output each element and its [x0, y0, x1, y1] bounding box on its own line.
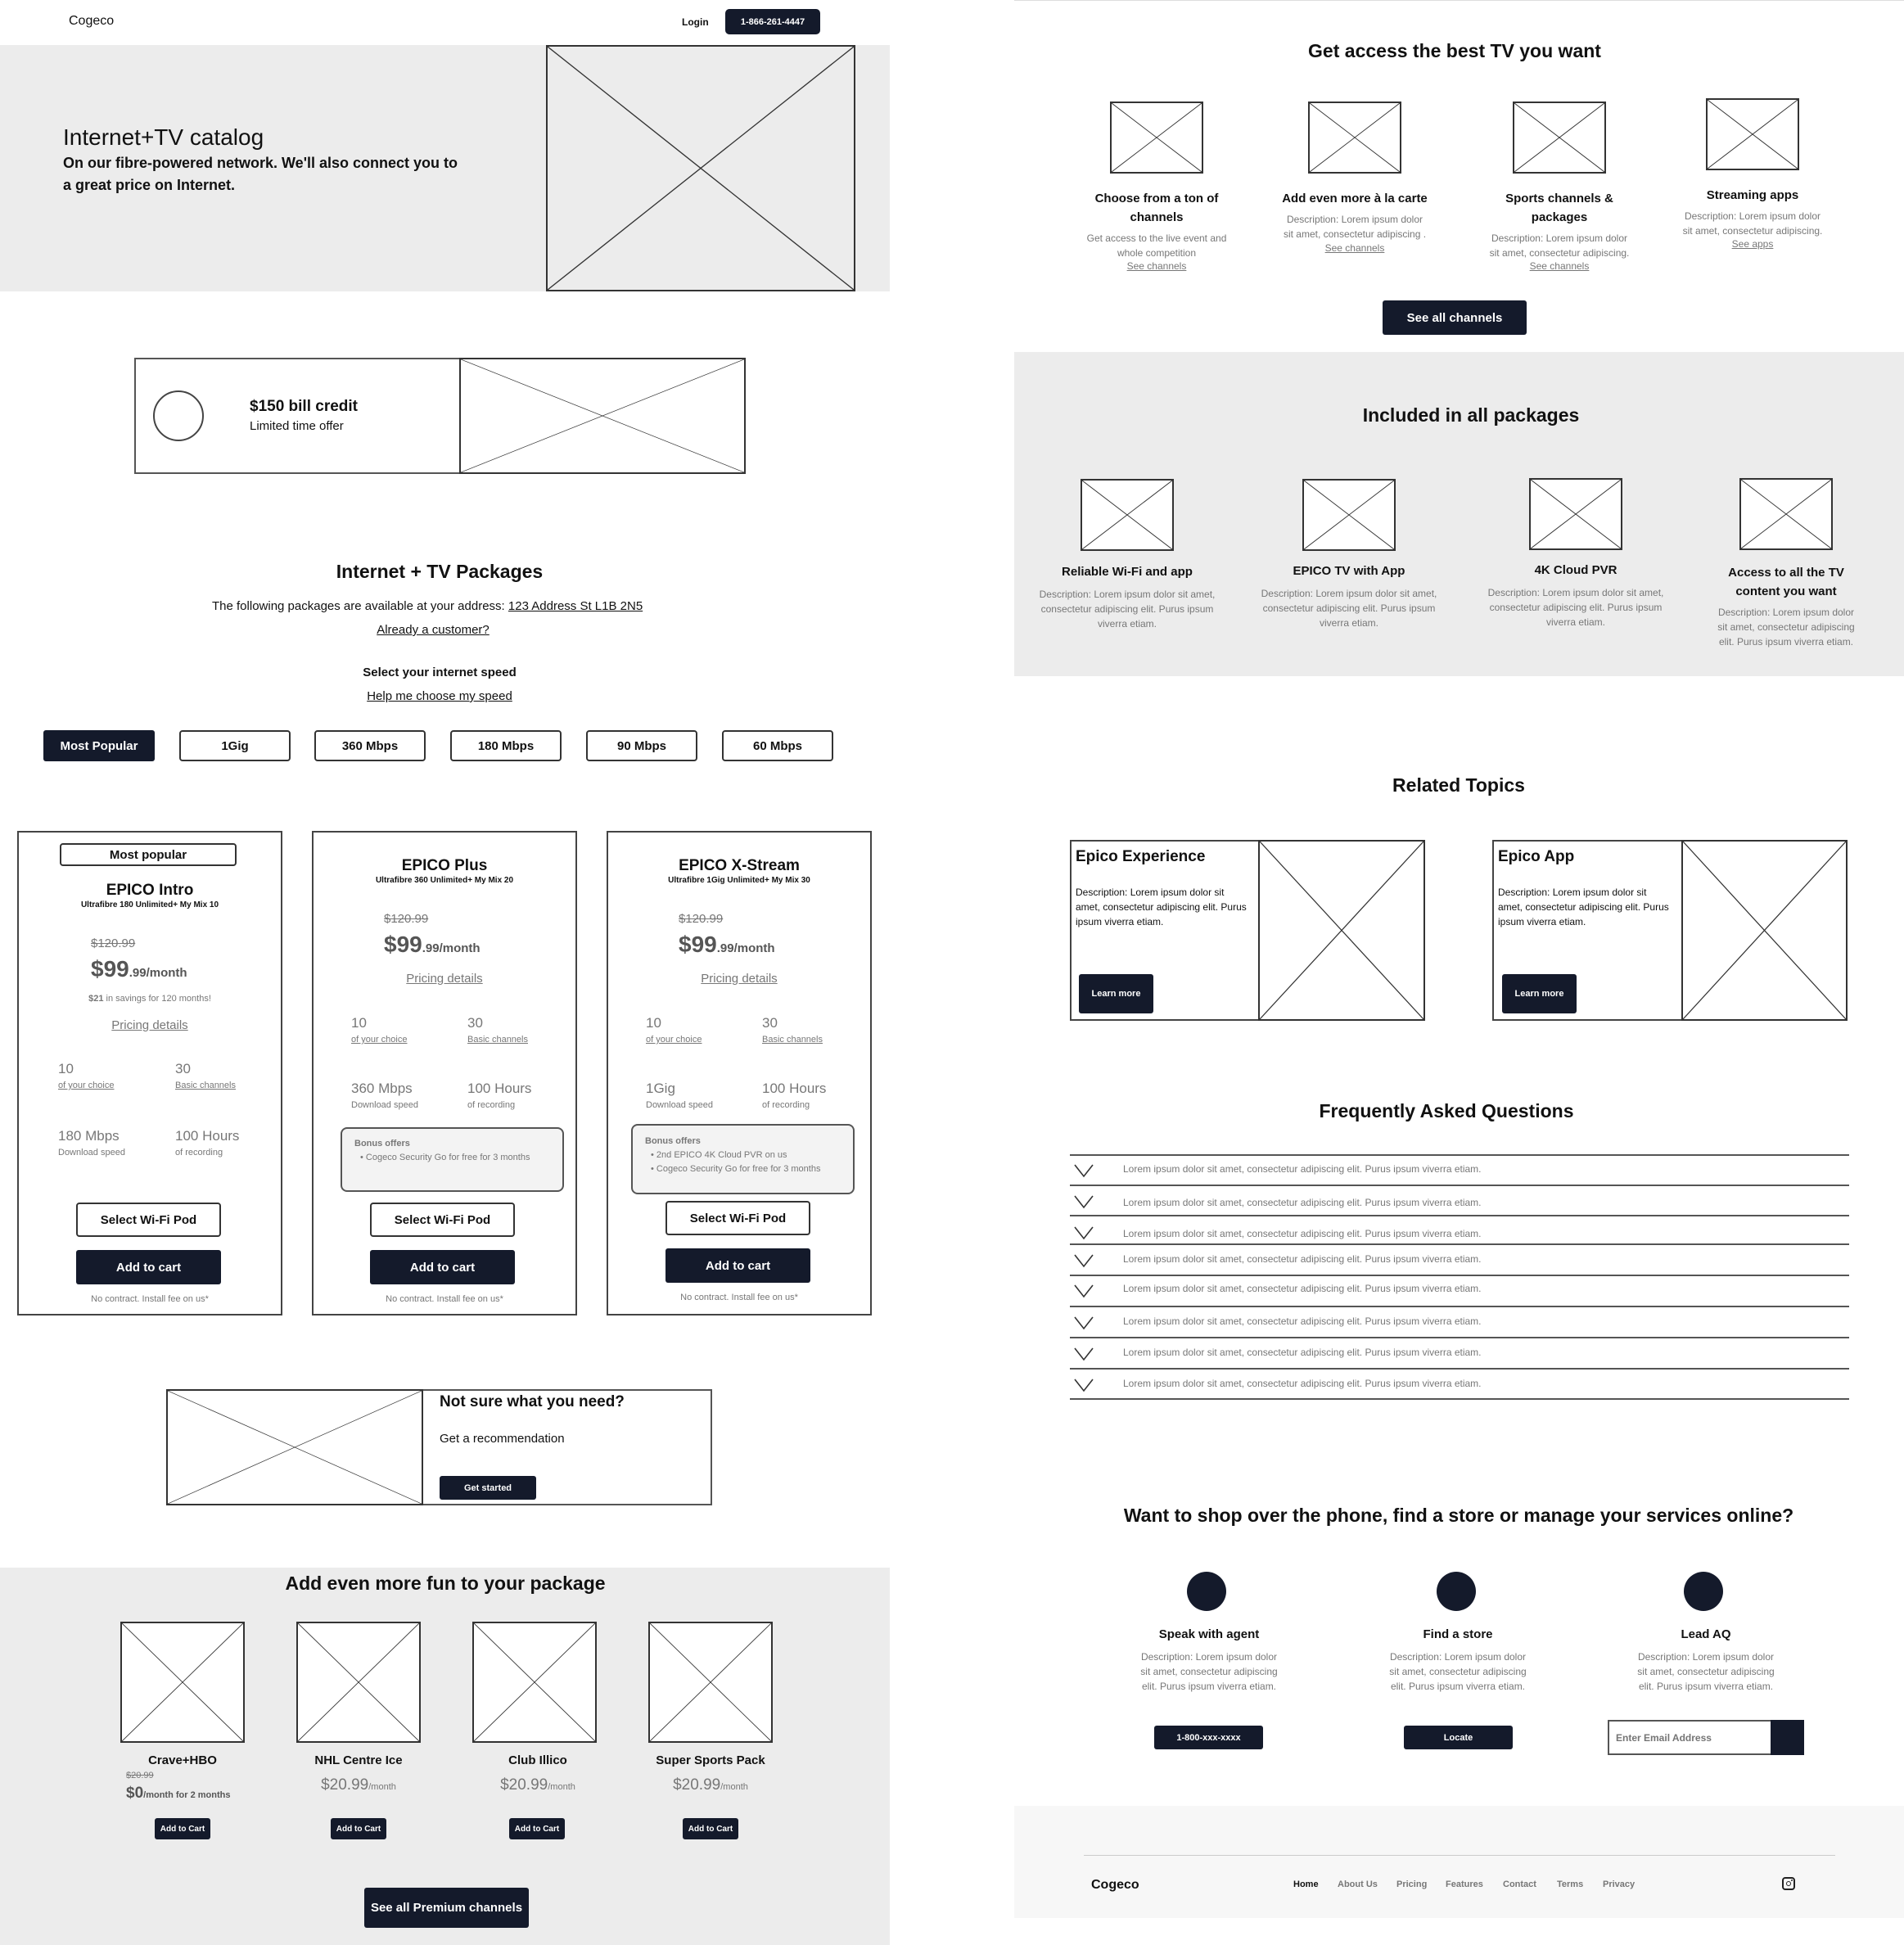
tv-image-placeholder	[1308, 102, 1401, 174]
included-item-title: EPICO TV with App	[1293, 564, 1405, 578]
plan-card-plus	[312, 831, 577, 1315]
included-item-desc: Description: Lorem ipsum dolor sit amet, consectetur adipiscing elit. Purus ipsum viverra etiam.	[1717, 607, 1855, 648]
header-logo[interactable]: Cogeco	[69, 14, 115, 28]
chevron-down-icon[interactable]	[1074, 1315, 1094, 1330]
addon-price: $20.99/month	[500, 1776, 575, 1794]
stat-label: of recording	[467, 1100, 516, 1110]
locate-button[interactable]: Locate	[1404, 1726, 1513, 1749]
stat-value: 30	[175, 1061, 191, 1076]
related-card-desc: Description: Lorem ipsum dolor sit amet, consectetur adipiscing elit. Purus ipsum viverra etiam.	[1076, 887, 1247, 927]
faq-divider	[1070, 1368, 1849, 1370]
plan-footnote: No contract. Install fee on us*	[680, 1293, 798, 1302]
chevron-down-icon[interactable]	[1074, 1284, 1094, 1298]
plan-old-price: $120.99	[679, 912, 724, 926]
plan-savings-text: in savings for 120 months!	[106, 994, 211, 1004]
stat-value: 180 Mbps	[58, 1128, 120, 1144]
plan-desc: Ultrafibre 360 Unlimited+ My Mix 20	[375, 876, 514, 885]
bonus-title: Bonus offers	[354, 1139, 410, 1148]
plan-old-price: $120.99	[384, 912, 429, 926]
tv-item-link[interactable]: See channels	[1324, 242, 1385, 254]
promo-title: $150 bill credit	[250, 398, 359, 415]
hero-subtitle-1: On our fibre-powered network. We'll also connect you to	[63, 155, 458, 171]
stat-value: 100 Hours	[175, 1128, 240, 1144]
tv-item-title: Choose from a ton of channels	[1094, 192, 1219, 224]
addon-add-to-cart-button[interactable]: Add to Cart	[155, 1818, 210, 1839]
addon-price: $20.99/month	[321, 1776, 396, 1794]
promo-image-placeholder	[459, 358, 746, 474]
addon-old-price: $20.99	[126, 1771, 154, 1780]
contact-item-desc: Description: Lorem ipsum dolor sit amet, consectetur adipiscing elit. Purus ipsum viverra etiam.	[1140, 1651, 1278, 1692]
plan-card-xstream	[607, 831, 872, 1315]
phone-button[interactable]: 1-866-261-4447	[725, 9, 820, 34]
stat-label: Basic channels	[175, 1081, 236, 1090]
related-card-desc: Description: Lorem ipsum dolor sit amet, consectetur adipiscing elit. Purus ipsum viverra etiam.	[1498, 887, 1669, 927]
included-item-title: Reliable Wi-Fi and app	[1062, 565, 1193, 579]
tv-item-desc: Description: Lorem ipsum dolor sit amet, consectetur adipiscing.	[1489, 232, 1630, 259]
faq-divider	[1070, 1154, 1849, 1156]
stat-label: Download speed	[58, 1148, 125, 1158]
tv-item-title: Add even more à la carte	[1282, 192, 1428, 205]
filter-90[interactable]: 90 Mbps	[586, 730, 697, 761]
stat-value: 30	[467, 1015, 483, 1031]
faq-divider	[1070, 1243, 1849, 1245]
included-image-placeholder	[1302, 479, 1396, 551]
filter-180[interactable]: 180 Mbps	[450, 730, 562, 761]
contact-item-title: Find a store	[1423, 1627, 1493, 1641]
included-item-title: 4K Cloud PVR	[1534, 563, 1617, 577]
footer-link-about[interactable]: About Us	[1338, 1880, 1378, 1889]
address-link[interactable]: 123 Address St L1B 2N5	[508, 599, 643, 613]
related-card-title: Epico Experience	[1076, 848, 1206, 865]
plan-price	[679, 932, 775, 958]
tv-image-placeholder	[1706, 98, 1799, 170]
stat-label: Download speed	[646, 1100, 713, 1110]
plan-old-price: $120.99	[91, 936, 136, 950]
included-item-title: Access to all the TV content you want	[1728, 566, 1844, 598]
related-title: Related Topics	[1392, 774, 1525, 796]
addon-add-to-cart-button[interactable]: Add to Cart	[683, 1818, 738, 1839]
chevron-down-icon[interactable]	[1074, 1253, 1094, 1268]
stat-label: of recording	[762, 1100, 810, 1110]
add-to-cart-button[interactable]: Add to cart	[370, 1250, 515, 1284]
faq-divider	[1070, 1215, 1849, 1216]
recommendation-subtitle: Get a recommendation	[440, 1432, 565, 1446]
filter-most-popular[interactable]: Most Popular	[43, 730, 155, 761]
plan-price	[91, 956, 187, 982]
bonus-title: Bonus offers	[645, 1136, 701, 1146]
faq-question[interactable]: Lorem ipsum dolor sit amet, consectetur adipiscing elit. Purus ipsum viverra etiam.	[1123, 1347, 1482, 1358]
add-to-cart-button[interactable]: Add to cart	[665, 1248, 810, 1283]
tv-item-desc: Get access to the live event and whole competition	[1086, 232, 1227, 259]
hero-image-placeholder	[546, 45, 855, 291]
chevron-down-icon[interactable]	[1074, 1378, 1094, 1392]
included-item-desc: Description: Lorem ipsum dolor sit amet, consectetur adipiscing elit. Purus ipsum viverra etiam.	[1487, 587, 1664, 628]
stat-value: 10	[58, 1061, 74, 1076]
plan-name: EPICO X-Stream	[679, 857, 800, 874]
faq-question[interactable]: Lorem ipsum dolor sit amet, consectetur adipiscing elit. Purus ipsum viverra etiam.	[1123, 1228, 1482, 1239]
hero-subtitle-2: a great price on Internet.	[63, 177, 236, 193]
bonus-item: • Cogeco Security Go for free for 3 months	[651, 1164, 821, 1174]
faq-question[interactable]: Lorem ipsum dolor sit amet, consectetur adipiscing elit. Purus ipsum viverra etiam.	[1123, 1283, 1482, 1294]
tv-item-link[interactable]: See apps	[1731, 238, 1774, 250]
plan-name: EPICO Intro	[106, 882, 194, 899]
promo-circle-icon	[153, 390, 204, 441]
contact-title: Want to shop over the phone, find a store or manage your services online?	[1123, 1505, 1794, 1526]
addon-name: Super Sports Pack	[656, 1753, 765, 1767]
chevron-down-icon[interactable]	[1074, 1347, 1094, 1361]
related-image-placeholder	[1258, 840, 1425, 1021]
plan-savings	[17, 994, 282, 1004]
addon-image-placeholder	[648, 1622, 773, 1743]
pricing-details-link[interactable]: Pricing details	[406, 972, 483, 986]
login-link[interactable]: Login	[682, 16, 709, 28]
tv-item-desc: Description: Lorem ipsum dolor sit amet, consectetur adipiscing .	[1283, 214, 1427, 240]
footer-link-home[interactable]: Home	[1293, 1880, 1319, 1889]
faq-divider	[1070, 1275, 1849, 1276]
related-image-placeholder	[1681, 840, 1848, 1021]
contact-item-desc: Description: Lorem ipsum dolor sit amet, consectetur adipiscing elit. Purus ipsum viverra etiam.	[1389, 1651, 1527, 1692]
addon-name: Club Illico	[508, 1753, 567, 1767]
plan-desc: Ultrafibre 1Gig Unlimited+ My Mix 30	[668, 876, 810, 885]
plan-badge: Most popular	[60, 843, 237, 866]
packages-title: Internet + TV Packages	[336, 561, 544, 582]
address-line	[212, 599, 643, 613]
faq-divider	[1070, 1306, 1849, 1307]
footer-logo[interactable]: Cogeco	[1091, 1878, 1139, 1892]
email-submit-button[interactable]	[1771, 1720, 1804, 1755]
footer-section	[1014, 1806, 1904, 1918]
see-all-premium-button[interactable]: See all Premium channels	[364, 1888, 529, 1928]
chevron-down-icon[interactable]	[1074, 1225, 1094, 1240]
tv-image-placeholder	[1110, 102, 1203, 174]
plan-footnote: No contract. Install fee on us*	[91, 1294, 209, 1304]
get-started-button[interactable]: Get started	[440, 1476, 536, 1500]
stat-label: Basic channels	[467, 1035, 528, 1045]
stat-label: Basic channels	[762, 1035, 823, 1045]
chevron-down-icon[interactable]	[1074, 1163, 1094, 1178]
recommendation-image-placeholder	[166, 1389, 423, 1505]
stat-label: of your choice	[351, 1035, 408, 1045]
help-choose-speed-link[interactable]: Help me choose my speed	[367, 689, 512, 703]
included-image-placeholder	[1081, 479, 1174, 551]
select-wifi-pod-button[interactable]: Select Wi-Fi Pod	[76, 1203, 221, 1237]
contact-item-title: Lead AQ	[1681, 1627, 1731, 1641]
footer-link-contact[interactable]: Contact	[1503, 1880, 1536, 1889]
faq-divider	[1070, 1185, 1849, 1186]
agent-icon	[1187, 1572, 1226, 1611]
addon-add-to-cart-button[interactable]: Add to Cart	[331, 1818, 386, 1839]
bonus-item: • 2nd EPICO 4K Cloud PVR on us	[651, 1150, 787, 1160]
pricing-details-link[interactable]: Pricing details	[701, 972, 778, 986]
faq-question[interactable]: Lorem ipsum dolor sit amet, consectetur adipiscing elit. Purus ipsum viverra etiam.	[1123, 1197, 1482, 1208]
addon-image-placeholder	[120, 1622, 245, 1743]
addon-price: $20.99/month	[673, 1776, 748, 1794]
stat-value: 1Gig	[646, 1081, 675, 1096]
stat-value: 10	[351, 1015, 367, 1031]
lead-icon	[1684, 1572, 1723, 1611]
addon-add-to-cart-button[interactable]: Add to Cart	[509, 1818, 565, 1839]
hero-title: Internet+TV catalog	[63, 124, 264, 150]
plan-price-suffix: .99/month	[716, 941, 775, 955]
stat-label: of your choice	[646, 1035, 702, 1045]
faq-question[interactable]: Lorem ipsum dolor sit amet, consectetur adipiscing elit. Purus ipsum viverra etiam.	[1123, 1253, 1482, 1265]
faq-question[interactable]: Lorem ipsum dolor sit amet, consectetur adipiscing elit. Purus ipsum viverra etiam.	[1123, 1315, 1482, 1327]
addon-image-placeholder	[472, 1622, 597, 1743]
store-icon	[1437, 1572, 1476, 1611]
faq-divider	[1070, 1337, 1849, 1338]
pricing-details-link[interactable]: Pricing details	[111, 1018, 188, 1032]
contact-item-title: Speak with agent	[1158, 1627, 1260, 1641]
plan-price-suffix: .99/month	[422, 941, 481, 955]
contact-item-desc: Description: Lorem ipsum dolor sit amet, consectetur adipiscing elit. Purus ipsum viverra etiam.	[1637, 1651, 1775, 1692]
email-field[interactable]	[1608, 1720, 1771, 1755]
plan-savings-amount: $21	[88, 994, 104, 1004]
plan-footnote: No contract. Install fee on us*	[386, 1294, 503, 1304]
filter-1gig[interactable]: 1Gig	[179, 730, 291, 761]
instagram-icon[interactable]	[1782, 1877, 1795, 1890]
plan-price	[384, 932, 481, 958]
included-image-placeholder	[1739, 478, 1833, 550]
tv-item-title: Sports channels & packages	[1505, 192, 1613, 224]
tv-item-title: Streaming apps	[1706, 188, 1799, 202]
call-agent-button[interactable]: 1-800-xxx-xxxx	[1154, 1726, 1263, 1749]
stat-value: 30	[762, 1015, 778, 1031]
faq-question[interactable]: Lorem ipsum dolor sit amet, consectetur adipiscing elit. Purus ipsum viverra etiam.	[1123, 1163, 1482, 1175]
plan-price-main: $99	[384, 932, 422, 957]
speed-title: Select your internet speed	[363, 666, 517, 679]
addon-name: Crave+HBO	[148, 1753, 217, 1767]
faq-question[interactable]: Lorem ipsum dolor sit amet, consectetur adipiscing elit. Purus ipsum viverra etiam.	[1123, 1378, 1482, 1389]
footer-link-terms[interactable]: Terms	[1557, 1880, 1584, 1889]
included-item-desc: Description: Lorem ipsum dolor sit amet, consectetur adipiscing elit. Purus ipsum viverra etiam.	[1261, 588, 1437, 629]
addon-image-placeholder	[296, 1622, 421, 1743]
faq-divider	[1070, 1398, 1849, 1400]
address-prefix: The following packages are available at your address:	[212, 599, 505, 613]
right-top-divider	[1014, 0, 1904, 1]
already-customer-link[interactable]: Already a customer?	[377, 623, 490, 637]
filter-360[interactable]: 360 Mbps	[314, 730, 426, 761]
included-title: Included in all packages	[1362, 404, 1580, 426]
add-to-cart-button[interactable]: Add to cart	[76, 1250, 221, 1284]
footer-link-privacy[interactable]: Privacy	[1603, 1880, 1636, 1889]
plan-price-main: $99	[679, 932, 717, 957]
promo-subtitle: Limited time offer	[250, 419, 344, 433]
filter-60[interactable]: 60 Mbps	[722, 730, 833, 761]
stat-value: 100 Hours	[762, 1081, 827, 1096]
bonus-item: • Cogeco Security Go for free for 3 months	[360, 1153, 530, 1162]
related-card-title: Epico App	[1498, 848, 1575, 865]
tv-item-desc: Description: Lorem ipsum dolor sit amet, consectetur adipiscing.	[1682, 210, 1823, 237]
chevron-down-icon[interactable]	[1074, 1194, 1094, 1209]
footer-link-pricing[interactable]: Pricing	[1396, 1880, 1428, 1889]
see-all-channels-button[interactable]: See all channels	[1383, 300, 1527, 335]
tv-item-link[interactable]: See channels	[1126, 260, 1187, 272]
included-image-placeholder	[1529, 478, 1622, 550]
select-wifi-pod-button[interactable]: Select Wi-Fi Pod	[665, 1201, 810, 1235]
stat-value: 100 Hours	[467, 1081, 532, 1096]
learn-more-button[interactable]: Learn more	[1079, 974, 1153, 1013]
tv-item-link[interactable]: See channels	[1529, 260, 1590, 272]
select-wifi-pod-button[interactable]: Select Wi-Fi Pod	[370, 1203, 515, 1237]
plan-desc: Ultrafibre 180 Unlimited+ My Mix 10	[80, 900, 219, 909]
recommendation-title: Not sure what you need?	[440, 1393, 625, 1410]
stat-label: Download speed	[351, 1100, 418, 1110]
tv-image-placeholder	[1513, 102, 1606, 174]
footer-divider	[1084, 1855, 1835, 1856]
stat-value: 360 Mbps	[351, 1081, 413, 1096]
stat-label: of recording	[175, 1148, 223, 1158]
faq-title: Frequently Asked Questions	[1319, 1100, 1574, 1121]
tv-title: Get access the best TV you want	[1308, 40, 1601, 61]
addons-title: Add even more fun to your package	[285, 1573, 606, 1594]
stat-label: of your choice	[58, 1081, 115, 1090]
plan-name: EPICO Plus	[401, 857, 488, 874]
addon-price: $0/month for 2 months	[126, 1785, 231, 1802]
plan-price-main: $99	[91, 956, 129, 982]
stat-value: 10	[646, 1015, 661, 1031]
footer-link-features[interactable]: Features	[1446, 1880, 1483, 1889]
addon-name: NHL Centre Ice	[314, 1753, 403, 1767]
included-item-desc: Description: Lorem ipsum dolor sit amet, consectetur adipiscing elit. Purus ipsum viverra etiam.	[1039, 589, 1216, 630]
plan-price-suffix: .99/month	[129, 966, 187, 980]
learn-more-button[interactable]: Learn more	[1502, 974, 1577, 1013]
